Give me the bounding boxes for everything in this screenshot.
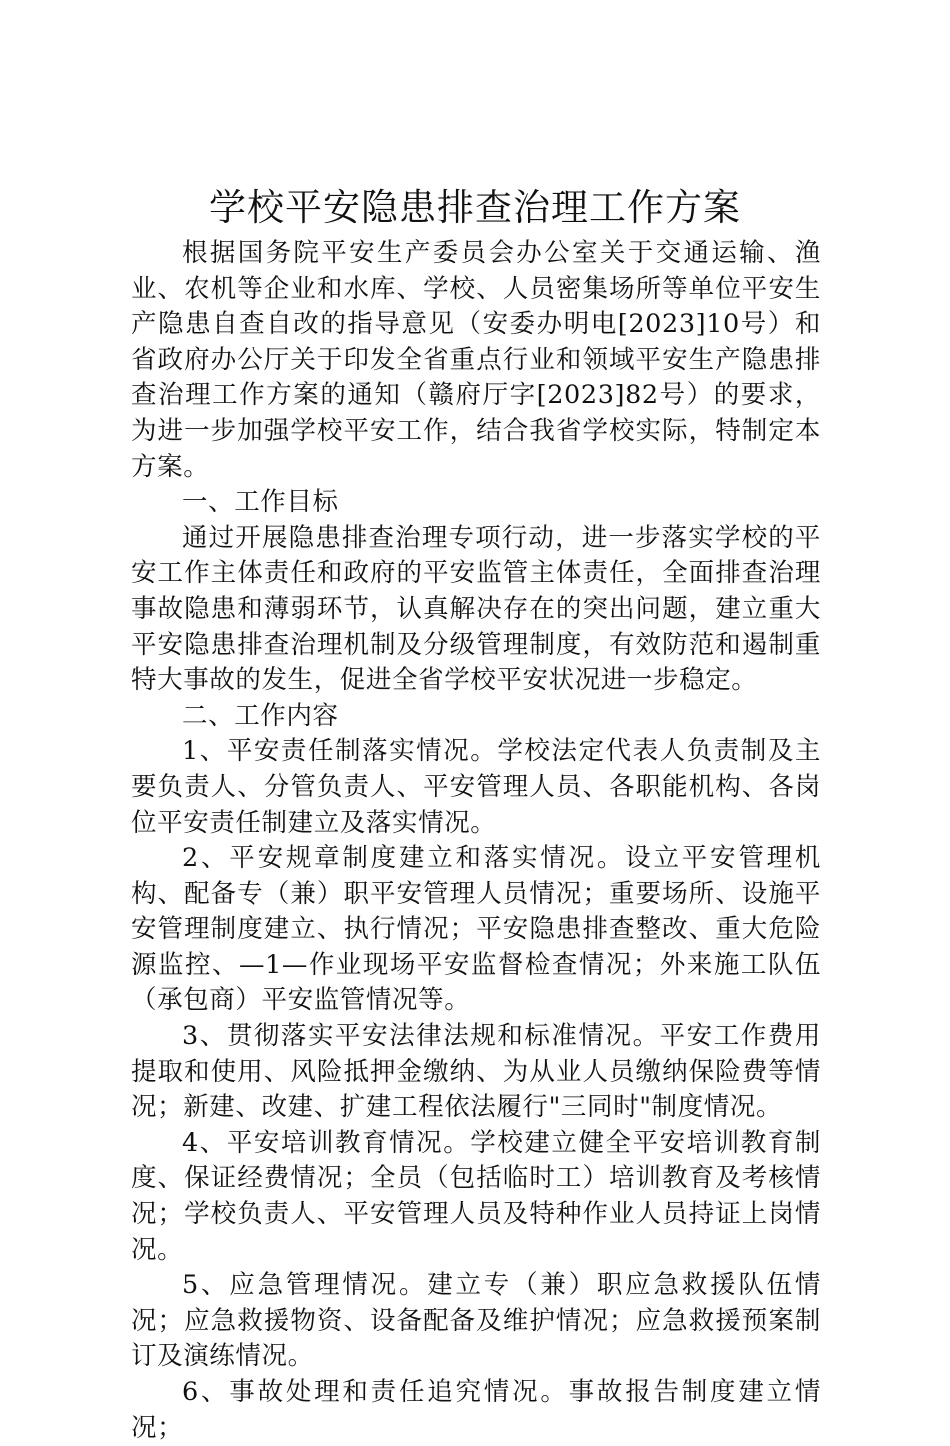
document-body	[131, 236, 821, 1446]
content-item-2: 2、平安规章制度建立和落实情况。设立平安管理机构、配备专（兼）职平安管理人员情况；重要场所、设施平安管理制度建立、执行情况；平安隐患排查整改、重大危险源监控、—1—作业现场平安监督检查情况；外来施工队伍（承包商）平安监管情况等。	[131, 843, 821, 1016]
section-heading-content: 二、工作内容	[182, 700, 339, 731]
content-item-4: 4、平安培训教育情况。学校建立健全平安培训教育制度、保证经费情况；全员（包括临时工）培训教育及考核情况；学校负责人、平安管理人员及特种作业人员持证上岗情况。	[131, 1127, 821, 1265]
intro-paragraph: 根据国务院平安生产委员会办公室关于交通运输、渔业、农机等企业和水库、学校、人员密集场所等单位平安生产隐患自查自改的指导意见（安委办明电[2023]10号）和省政府办公厅关于印发全省重点行业和领域平安生产隐患排查治理工作方案的通知（赣府厅字[2023]82号）的要求，为进一步加强学校平安工作，结合我省学校实际，特制定本方案。	[131, 238, 821, 482]
content-item-3: 3、贯彻落实平安法律法规和标准情况。平安工作费用提取和使用、风险抵押金缴纳、为从业人员缴纳保险费等情况；新建、改建、扩建工程依法履行"三同时"制度情况。	[131, 1021, 821, 1123]
content-item-6: 6、事故处理和责任追究情况。事故报告制度建立情况；	[131, 1377, 821, 1443]
section-heading-goals: 一、工作目标	[182, 487, 339, 518]
content-item-1: 1、平安责任制落实情况。学校法定代表人负责制及主要负责人、分管负责人、平安管理人员、各职能机构、各岗位平安责任制建立及落实情况。	[131, 736, 821, 838]
content-item-5: 5、应急管理情况。建立专（兼）职应急救援队伍情况；应急救援物资、设备配备及维护情况；应急救援预案制订及演练情况。	[131, 1270, 821, 1372]
goals-paragraph: 通过开展隐患排查治理专项行动，进一步落实学校的平安工作主体责任和政府的平安监管主体责任，全面排查治理事故隐患和薄弱环节，认真解决存在的突出问题，建立重大平安隐患排查治理机制及分级管理制度，有效防范和遏制重特大事故的发生，促进全省学校平安状况进一步稳定。	[131, 522, 821, 696]
document-title: 学校平安隐患排查治理工作方案	[209, 186, 741, 229]
